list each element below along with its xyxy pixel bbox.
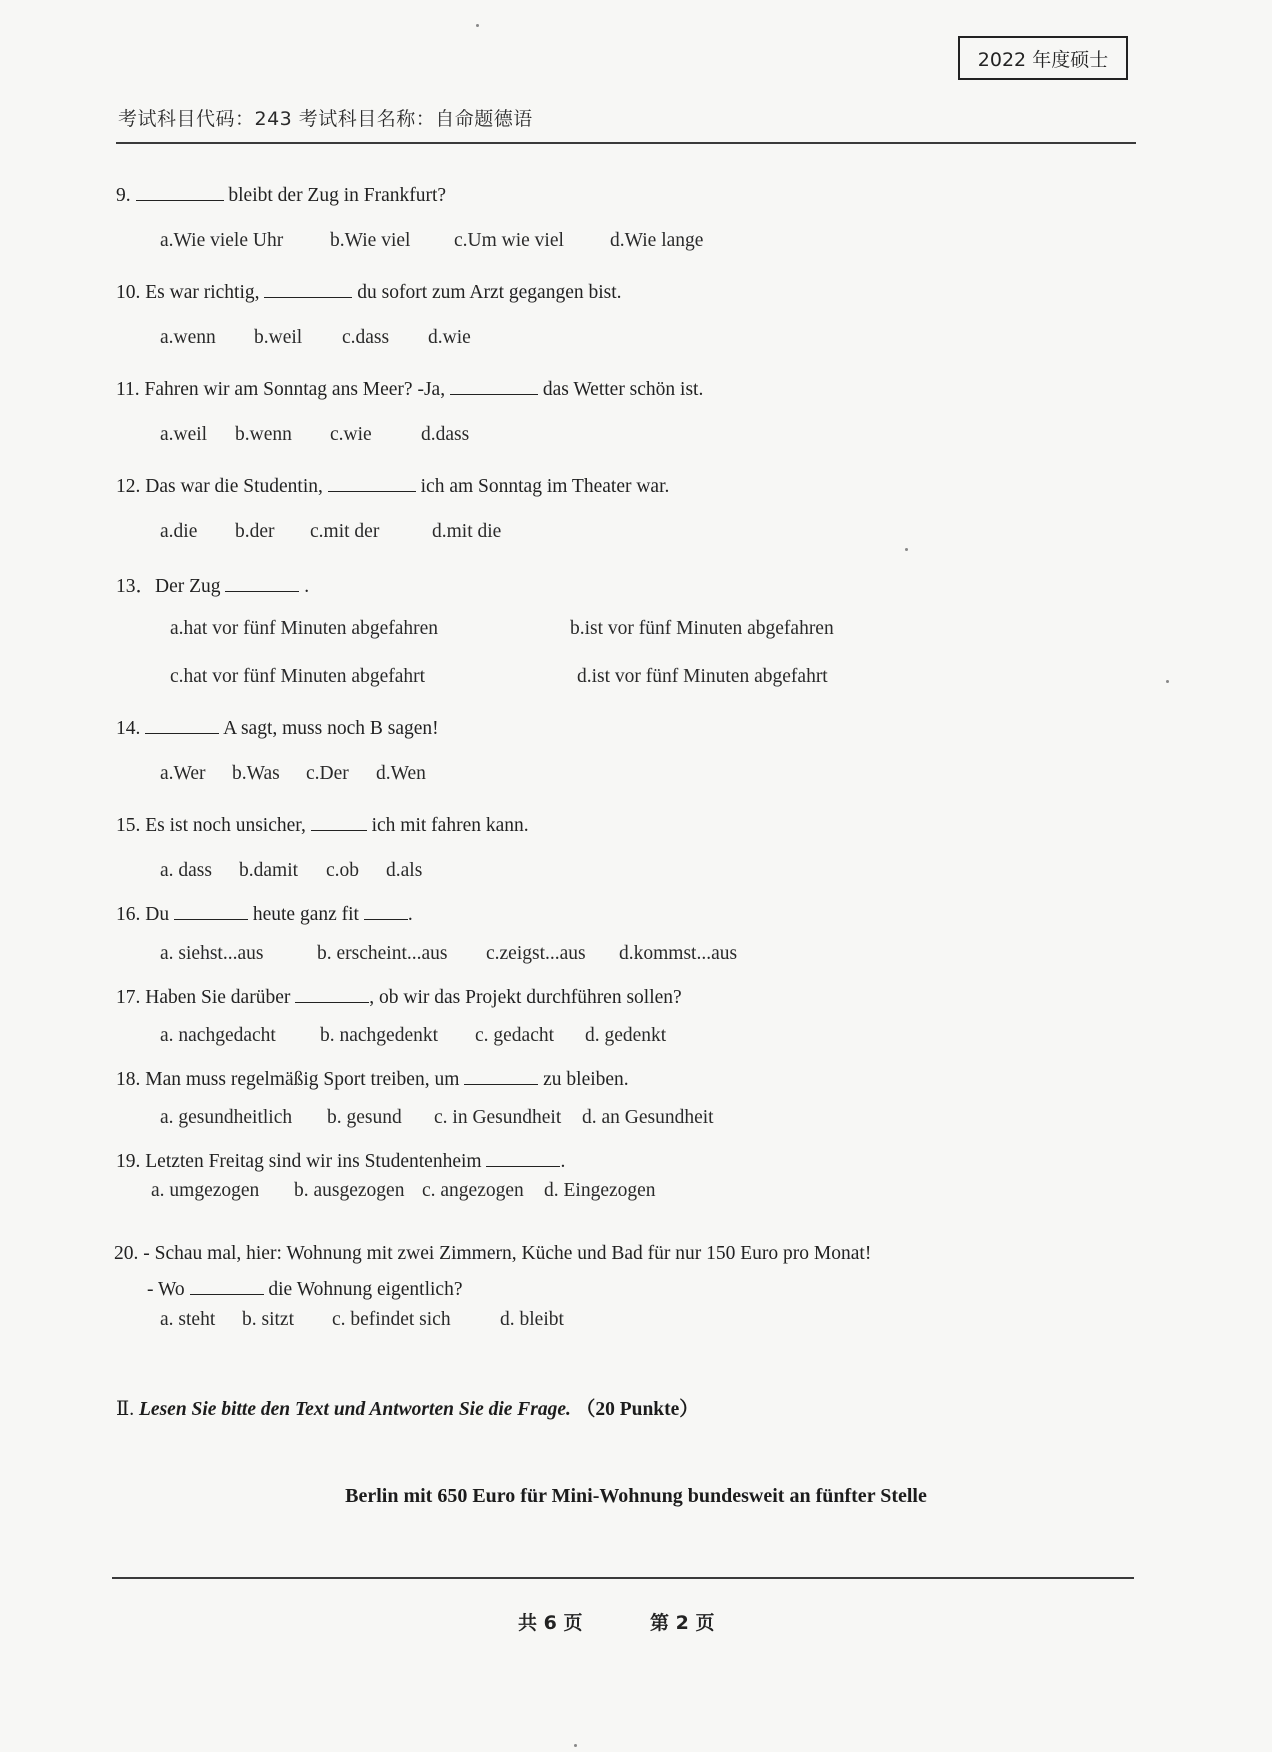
question-12-text: ich am Sonntag im Theater war.	[420, 476, 670, 497]
question-19-prefix: 19. Letzten Freitag sind wir ins Studentenheim	[116, 1151, 482, 1172]
option-19c: c. angezogen	[422, 1180, 524, 1201]
option-16c: c.zeigst...aus	[486, 943, 586, 964]
total-pages: 共 6 页	[518, 1612, 583, 1634]
footer-divider	[112, 1577, 1134, 1579]
option-17c: c. gedacht	[475, 1025, 555, 1046]
question-19-text: .	[560, 1151, 566, 1172]
option-14a: a.Wer	[160, 763, 206, 784]
option-20a: a. steht	[160, 1309, 216, 1330]
option-13b: b.ist vor fünf Minuten abgefahren	[570, 618, 834, 639]
question-9	[116, 182, 446, 207]
scan-speck	[476, 24, 479, 27]
answer-blank[interactable]	[264, 279, 352, 298]
option-13a: a.hat vor fünf Minuten abgefahren	[170, 618, 439, 639]
option-17d: d. gedenkt	[585, 1025, 667, 1046]
option-15a: a. dass	[160, 860, 212, 881]
section-instruction: Lesen Sie bitte den Text und Antworten Sie die Frage.	[139, 1399, 571, 1420]
answer-blank[interactable]	[225, 573, 299, 592]
question-11-prefix: 11. Fahren wir am Sonntag ans Meer? -Ja,	[116, 379, 446, 400]
scan-speck	[905, 548, 908, 551]
option-9b: b.Wie viel	[330, 230, 411, 251]
question-16-text: heute ganz fit	[252, 904, 359, 925]
question-11	[116, 376, 703, 401]
question-13-prefix: 13．Der Zug	[116, 576, 221, 597]
option-13c: c.hat vor fünf Minuten abgefahrt	[170, 666, 426, 687]
question-17-text: , ob wir das Projekt durchführen sollen?	[369, 987, 682, 1008]
option-11b: b.wenn	[235, 424, 292, 445]
question-16-prefix: 16. Du	[116, 904, 170, 925]
answer-blank[interactable]	[136, 182, 224, 201]
question-12-prefix: 12. Das war die Studentin,	[116, 476, 323, 497]
option-15c: c.ob	[326, 860, 360, 881]
question-18-text: zu bleiben.	[543, 1069, 629, 1090]
option-20d: d. bleibt	[500, 1309, 564, 1330]
question-14-text: A sagt, muss noch B sagen!	[223, 718, 439, 739]
article-title: Berlin mit 650 Euro für Mini-Wohnung bundesweit an fünfter Stelle	[345, 1485, 927, 1507]
question-18	[116, 1066, 629, 1091]
answer-blank[interactable]	[486, 1148, 560, 1167]
year-badge: 2022 年度硕士	[958, 36, 1128, 80]
question-13	[116, 570, 309, 598]
option-19a: a. umgezogen	[151, 1180, 260, 1201]
answer-blank[interactable]	[464, 1066, 538, 1085]
section-points: （20 Punkte）	[575, 1399, 699, 1420]
question-15	[116, 812, 529, 837]
question-17-prefix: 17. Haben Sie darüber	[116, 987, 291, 1008]
question-17	[116, 984, 682, 1009]
option-18c: c. in Gesundheit	[434, 1107, 562, 1128]
option-11a: a.weil	[160, 424, 208, 445]
subject-header: 考试科目代码：243 考试科目名称：自命题德语	[118, 108, 533, 130]
answer-blank[interactable]	[311, 812, 367, 831]
question-10-text: du sofort zum Arzt gegangen bist.	[357, 282, 622, 303]
option-12b: b.der	[235, 521, 275, 542]
option-17a: a. nachgedacht	[160, 1025, 276, 1046]
option-9d: d.Wie lange	[610, 230, 704, 251]
option-10b: b.weil	[254, 327, 303, 348]
option-16b: b. erscheint...aus	[317, 943, 448, 964]
option-12a: a.die	[160, 521, 198, 542]
answer-blank[interactable]	[450, 376, 538, 395]
option-14d: d.Wen	[376, 763, 426, 784]
current-page: 第 2 页	[650, 1612, 715, 1634]
question-20-line2	[147, 1276, 462, 1301]
answer-blank[interactable]	[145, 715, 219, 734]
answer-blank[interactable]	[328, 473, 416, 492]
option-16a: a. siehst...aus	[160, 943, 264, 964]
question-11-text: das Wetter schön ist.	[542, 379, 704, 400]
option-10a: a.wenn	[160, 327, 216, 348]
option-18a: a. gesundheitlich	[160, 1107, 293, 1128]
question-20-text: die Wohnung eigentlich?	[268, 1279, 463, 1300]
option-14b: b.Was	[232, 763, 280, 784]
option-9c: c.Um wie viel	[454, 230, 564, 251]
option-19d: d. Eingezogen	[544, 1180, 656, 1201]
question-18-prefix: 18. Man muss regelmäßig Sport treiben, um	[116, 1069, 460, 1090]
option-18b: b. gesund	[327, 1107, 402, 1128]
question-10-prefix: 10. Es war richtig,	[116, 282, 260, 303]
question-20: 20. - Schau mal, hier: Wohnung mit zwei Zimmern, Küche und Bad für nur 150 Euro pro Monat!	[114, 1243, 872, 1264]
question-19	[116, 1148, 565, 1173]
option-9a: a.Wie viele Uhr	[160, 230, 284, 251]
question-14-prefix: 14.	[116, 718, 141, 739]
question-13-text: .	[304, 576, 310, 597]
scan-speck	[1166, 680, 1169, 683]
answer-blank[interactable]	[174, 901, 248, 920]
question-16-end: .	[407, 904, 413, 925]
option-12c: c.mit der	[310, 521, 380, 542]
question-12	[116, 473, 669, 498]
question-9-text: bleibt der Zug in Frankfurt?	[228, 185, 447, 206]
option-12d: d.mit die	[432, 521, 502, 542]
question-14	[116, 715, 439, 740]
question-9-prefix: 9.	[116, 185, 131, 206]
option-19b: b. ausgezogen	[294, 1180, 405, 1201]
option-11d: d.dass	[421, 424, 470, 445]
option-18d: d. an Gesundheit	[582, 1107, 714, 1128]
option-10c: c.dass	[342, 327, 390, 348]
question-10	[116, 279, 622, 304]
option-15b: b.damit	[239, 860, 299, 881]
question-20-prefix: - Wo	[147, 1279, 185, 1300]
answer-blank[interactable]	[190, 1276, 264, 1295]
option-10d: d.wie	[428, 327, 471, 348]
option-20c: c. befindet sich	[332, 1309, 451, 1330]
section-heading	[116, 1393, 699, 1421]
option-15d: d.als	[386, 860, 423, 881]
section-numeral: Ⅱ.	[116, 1399, 135, 1420]
question-15-prefix: 15. Es ist noch unsicher,	[116, 815, 306, 836]
question-15-text: ich mit fahren kann.	[371, 815, 529, 836]
scan-speck	[574, 1744, 577, 1747]
answer-blank[interactable]	[364, 901, 408, 920]
header-divider	[116, 142, 1136, 144]
question-16	[116, 901, 413, 926]
answer-blank[interactable]	[295, 984, 369, 1003]
option-16d: d.kommst...aus	[619, 943, 738, 964]
option-13d: d.ist vor fünf Minuten abgefahrt	[577, 666, 828, 687]
option-20b: b. sitzt	[242, 1309, 294, 1330]
option-17b: b. nachgedenkt	[320, 1025, 439, 1046]
option-11c: c.wie	[330, 424, 372, 445]
option-14c: c.Der	[306, 763, 349, 784]
